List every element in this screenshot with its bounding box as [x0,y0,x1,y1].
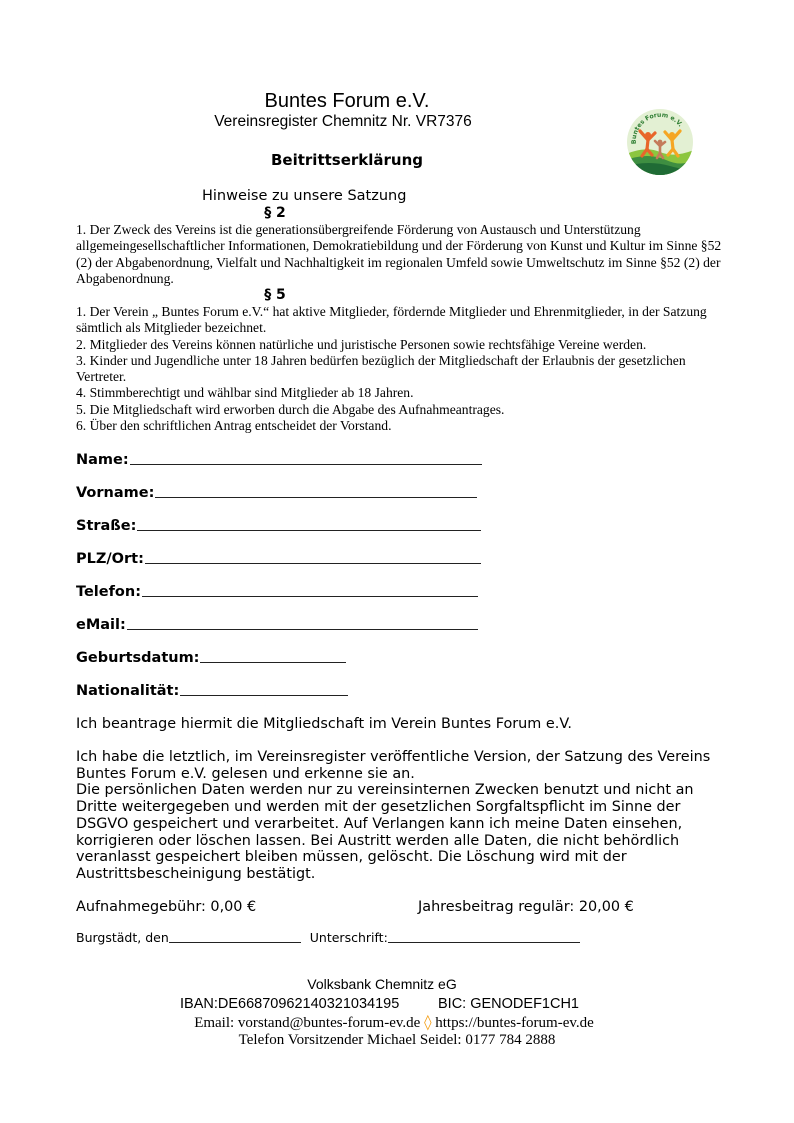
section-heading-2: § 2 [264,205,286,221]
section-5-item: 5. Die Mitgliedschaft wird erworben durch die Abgabe des Aufnahmeantrages. [76,401,505,417]
annual-fee: Jahresbeitrag regulär: 20,00 € [418,899,634,915]
name-input-line[interactable] [130,463,482,465]
street-field[interactable] [76,518,481,534]
phone-field[interactable] [76,584,478,600]
logo-graphic [626,108,694,176]
street-input-line[interactable] [137,529,481,531]
birthdate-field[interactable] [76,650,346,666]
section-heading-5: § 5 [264,287,286,303]
section-5-item: 1. Der Verein „ Buntes Forum e.V.“ hat aktive Mitglieder, fördernde Mitglieder und Ehrenmitglieder, in der Satzung sämtlich als Mitglieder bezeichnet. [76,304,707,336]
contact-line [0,1013,788,1032]
privacy-notice: Die persönlichen Daten werden nur zu vereinsinternen Zwecken benutzt und nicht an Dritte weitergegeben und werden mit der gesetzlichen Sorgfaltspflicht im Sinne der DSGVO gespeichert und verarbeitet. Auf Verlangen kann ich meine Daten einsehen, korrigieren oder löschen lassen. Bei Austritt werden alle Daten, die nicht behördlich veranlasst gespeichert bleiben müssen, gelöscht. Die Löschung wird mit der Austrittsbescheinigung bestätigt. [76,782,694,882]
admission-fee: Aufnahmegebühr: 0,00 € [76,899,257,915]
website-link[interactable]: https://buntes-forum-ev.de [435,1015,594,1031]
signature-label: Unterschrift: [309,930,388,945]
first-name-field[interactable] [76,485,477,501]
section-2-item: 1. Der Zweck des Vereins ist die generationsübergreifende Förderung von Austausch und Unterstützung allgemeingesellschaftlicher Informationen, Demokratiebildung und der Förderung von Kunst und Kultur im Sinne §52 (2) der Abgabenordnung, Vielfalt und Nachhaltigkeit im regionalen Umfeld sowie Umweltschutz im Sinne §52 (2) der Abgabenordnung. [76,222,722,286]
nationality-field[interactable] [76,683,348,699]
registry-number: Vereinsregister Chemnitz Nr. VR7376 [214,113,472,130]
phone-label: Telefon: [76,584,141,600]
section-5-item: 4. Stimmberechtigt und wählbar sind Mitglieder ab 18 Jahren. [76,385,414,401]
iban: IBAN:DE66870962140321034195 [180,996,400,1012]
birthdate-label: Geburtsdatum: [76,650,200,666]
section-2-text [76,222,726,287]
zip-city-label: PLZ/Ort: [76,551,144,567]
birthdate-input-line[interactable] [200,661,346,663]
section-5-item: 2. Mitglieder des Vereins können natürliche und juristische Personen sowie rechtsfähige Vereine werden. [76,336,647,352]
first-name-label: Vorname: [76,485,155,501]
consent-text [76,749,736,883]
page-title: Beitrittserklärung [270,151,424,169]
date-input-line[interactable] [169,941,301,943]
diamond-separator-icon: ◊ [424,1013,432,1031]
signature-row [76,930,580,945]
membership-request: Ich beantrage hiermit die Mitgliedschaft im Verein Buntes Forum e.V. [76,716,572,732]
statute-intro: Hinweise zu unsere Satzung [202,188,407,204]
bic: BIC: GENODEF1CH1 [438,996,579,1012]
email-label: eMail: [76,617,126,633]
section-5-item: 6. Über den schriftlichen Antrag entscheidet der Vorstand. [76,418,392,434]
email-field[interactable] [76,617,478,633]
section-5-item: 3. Kinder und Jugendliche unter 18 Jahren bedürfen bezüglich der Mitgliedschaft der Erlaubnis der gesetzlichen Vertreter. [76,352,686,385]
street-label: Straße: [76,518,137,534]
email-link[interactable]: Email: vorstand@buntes-forum-ev.de [194,1015,421,1031]
phone-input-line[interactable] [142,595,478,597]
place-date-label: Burgstädt, den [76,930,169,945]
nationality-input-line[interactable] [180,694,348,696]
zip-city-field[interactable] [76,551,481,567]
zip-city-input-line[interactable] [145,562,481,564]
section-5-text [76,304,726,434]
org-name: Buntes Forum e.V. [264,90,430,112]
logo-text: Buntes Forum e.V. [630,111,684,145]
first-name-input-line[interactable] [155,496,477,498]
email-input-line[interactable] [127,628,478,630]
statute-acknowledgement: Ich habe die letztlich, im Vereinsregister veröffentliche Version, der Satzung des Vereins Buntes Forum e.V. gelesen und erkenne sie an. [76,749,711,782]
name-label: Name: [76,452,129,468]
org-logo [626,108,694,176]
nationality-label: Nationalität: [76,683,180,699]
signature-input-line[interactable] [388,941,580,943]
chairman-phone: Telefon Vorsitzender Michael Seidel: 0177 784 2888 [238,1032,556,1048]
name-field[interactable] [76,452,482,468]
bank-name: Volksbank Chemnitz eG [307,976,457,992]
